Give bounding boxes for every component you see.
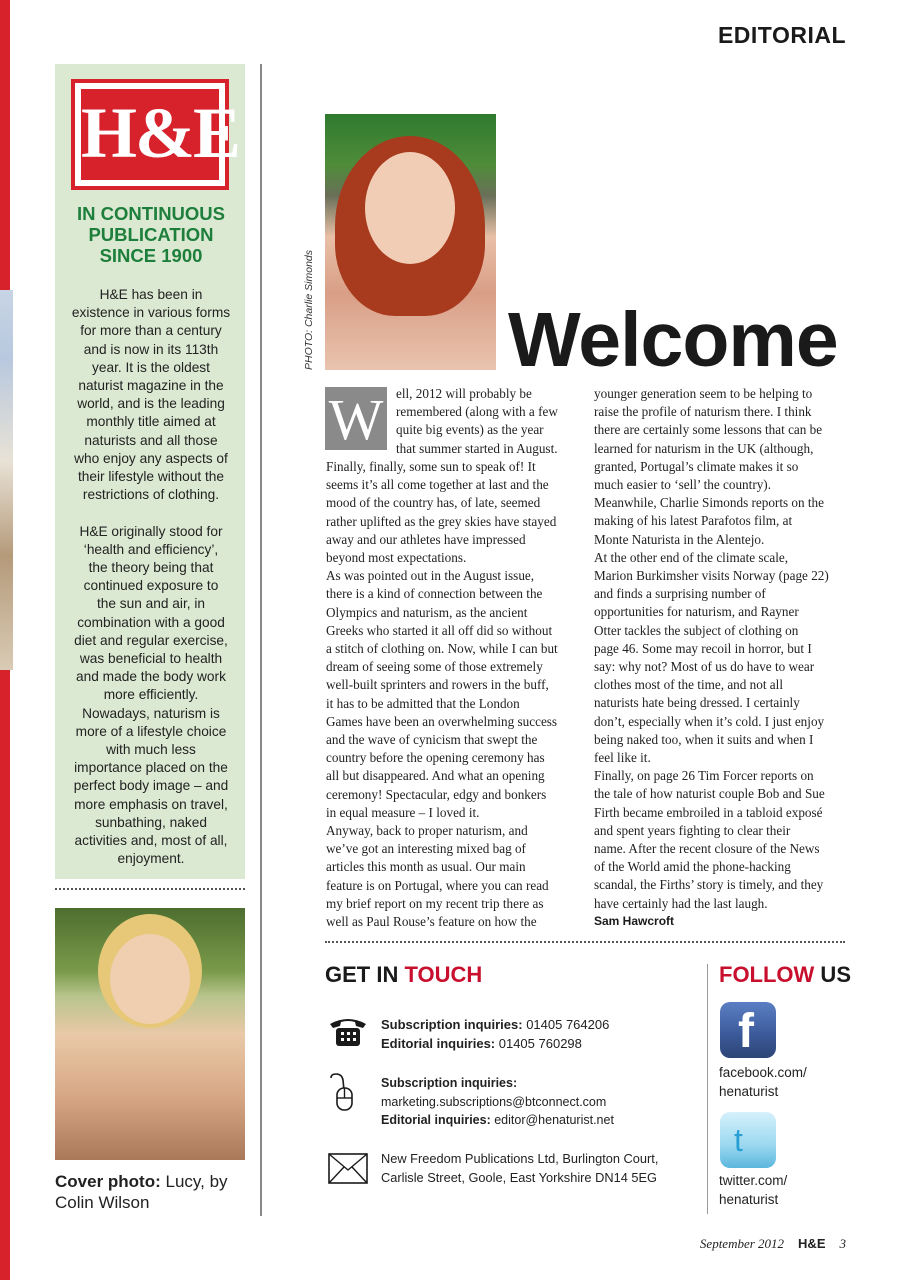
cover-photo-subject [110, 934, 190, 1024]
logo-text: H&E [81, 93, 240, 173]
follow-heading: FOLLOW US [719, 962, 851, 987]
email-inquiries: Subscription inquiries: marketing.subscriptions@btconnect.com Editorial inquiries: editor@henaturist.net [381, 1076, 614, 1127]
sidebar-title: IN CONTINUOUS PUBLICATION SINCE 1900 [77, 203, 225, 266]
author-byline: Sam Hawcroft [594, 914, 675, 928]
sidebar-body: H&E has been in existence in various forms for more than a century and is now in its 113th year. It is the oldest naturist magazine in the world, and is the leading monthly title aimed at naturists and all those who enjoy any aspects of their lifestyle without the restrictions of clothing. H&E originally stood for ‘health and efficiency’, the theory being that continued exposure to the sun and air, in combination with a good diet and regular exercise, was beneficial to health and made the body work more efficiently. Nowadays, naturism is more of a lifestyle choice with much less importance placed on the perfect body image – and more emphasis on travel, sunbathing, naked activities and, most of all, enjoyment. [71, 287, 231, 867]
contact-heading: GET IN TOUCH [325, 962, 483, 987]
twitter-icon[interactable]: t [720, 1112, 776, 1168]
envelope-icon [328, 1152, 368, 1186]
cover-photo [55, 908, 245, 1160]
article-column-1: Finally, finally, some sun to speak of! It seems it’s all come together at last and the mood of the country has, of late, seemed rather uplifted as the grey skies have stayed away and our athletes have impressed beyond most expectations. As was pointed out in the August issue, there is a kind of connection between the Olympics and naturism, as the ancient Greeks who started it all off did so without a stitch of clothing on. Now, while I can but dream of seeing some of those extremely well-built sprinters and rowers in the buff, it has to be admitted that the London Games have been an overwhelming success and the wave of cynicism that swept the country before the opening ceremony has all but disappeared. And what an opening ceremony! Spectacular, edgy and bonkers in equal measure – I loved it. Anyway, back to proper naturism, and we’ve got an interesting mixed bag of articles this month as usual. Our main feature is on Portugal, where you can read my brief report on my recent trip there as well as Paul Rouse’s feature on how the [326, 459, 558, 930]
editorial-email[interactable]: editor@henaturist.net [490, 1113, 614, 1127]
mouse-icon [328, 1072, 362, 1112]
editor-photo [325, 114, 496, 370]
subscription-email[interactable]: marketing.subscriptions@btconnect.com [381, 1094, 607, 1109]
footer-brand: H&E [798, 1236, 826, 1251]
cover-caption-label: Cover photo: [55, 1172, 161, 1191]
subscription-phone[interactable]: 01405 764206 [522, 1017, 610, 1032]
photo-credit: PHOTO: Charlie Simonds [303, 249, 315, 370]
facebook-link[interactable]: facebook.com/ henaturist [719, 1065, 807, 1099]
phone-inquiries: Subscription inquiries: 01405 764206 Editorial inquiries: 01405 760298 [381, 1017, 610, 1051]
article-column-2: younger generation seem to be helping to raise the profile of naturism there. I think there are certainly some lessons that can be learned for naturism in the UK (although, granted, Portugal’s climate makes it so much easier to ‘sell’ the country). Meanwhile, Charlie Simonds reports on the making of his latest Parafotos film, at Monte Naturista in the Alentejo. At the other end of the climate scale, Marion Burkimsher visits Norway (page 22) and finds a surprising number of opportunities for naturism, and Rayner Otter tackles the subject of clothing on page 46. Some may recoil in horror, but I say: why not? Most of us do have to wear clothes most of the time, and not all naturists hate being dressed. I certainly don’t, especially when it’s cold. I just enjoy being naked too, when it suits and when I feel like it. Finally, on page 26 Tim Forcer reports on the tale of how naturist couple Bob and Sue Firth became embroiled in a tabloid exposé and spent years fighting to clear their name. After the recent closure of the News of the World amid the phone-hacking scandal, the Firths’ story is timely, and they have certainly had the last laugh. [594, 386, 829, 911]
issue-date: September 2012 [699, 1236, 785, 1251]
drop-cap: W [325, 387, 387, 450]
postal-address: New Freedom Publications Ltd, Burlington Court, Carlisle Street, Goole, East Yorkshire DN14 5EG [381, 1151, 659, 1185]
article-divider [325, 941, 845, 943]
article-column-1-lead: ell, 2012 will probably be remembered (along with a few quite big events) as the year that summer started in August. [396, 386, 558, 456]
page-footer [700, 1236, 846, 1252]
column-divider [260, 64, 262, 1216]
cover-caption-text: Lucy, by Colin Wilson [55, 1172, 228, 1212]
section-label: EDITORIAL [717, 22, 846, 48]
previous-page-edge [0, 290, 13, 670]
headline: Welcome [508, 297, 838, 383]
he-logo [71, 79, 240, 190]
follow-divider [707, 964, 708, 1214]
sidebar-divider [55, 888, 245, 890]
cover-caption [55, 1171, 255, 1213]
facebook-icon[interactable]: f [720, 1002, 776, 1058]
telephone-icon [328, 1014, 368, 1048]
editorial-phone[interactable]: 01405 760298 [495, 1035, 582, 1051]
twitter-link[interactable]: twitter.com/ henaturist [719, 1173, 788, 1207]
page-number: 3 [839, 1236, 846, 1251]
